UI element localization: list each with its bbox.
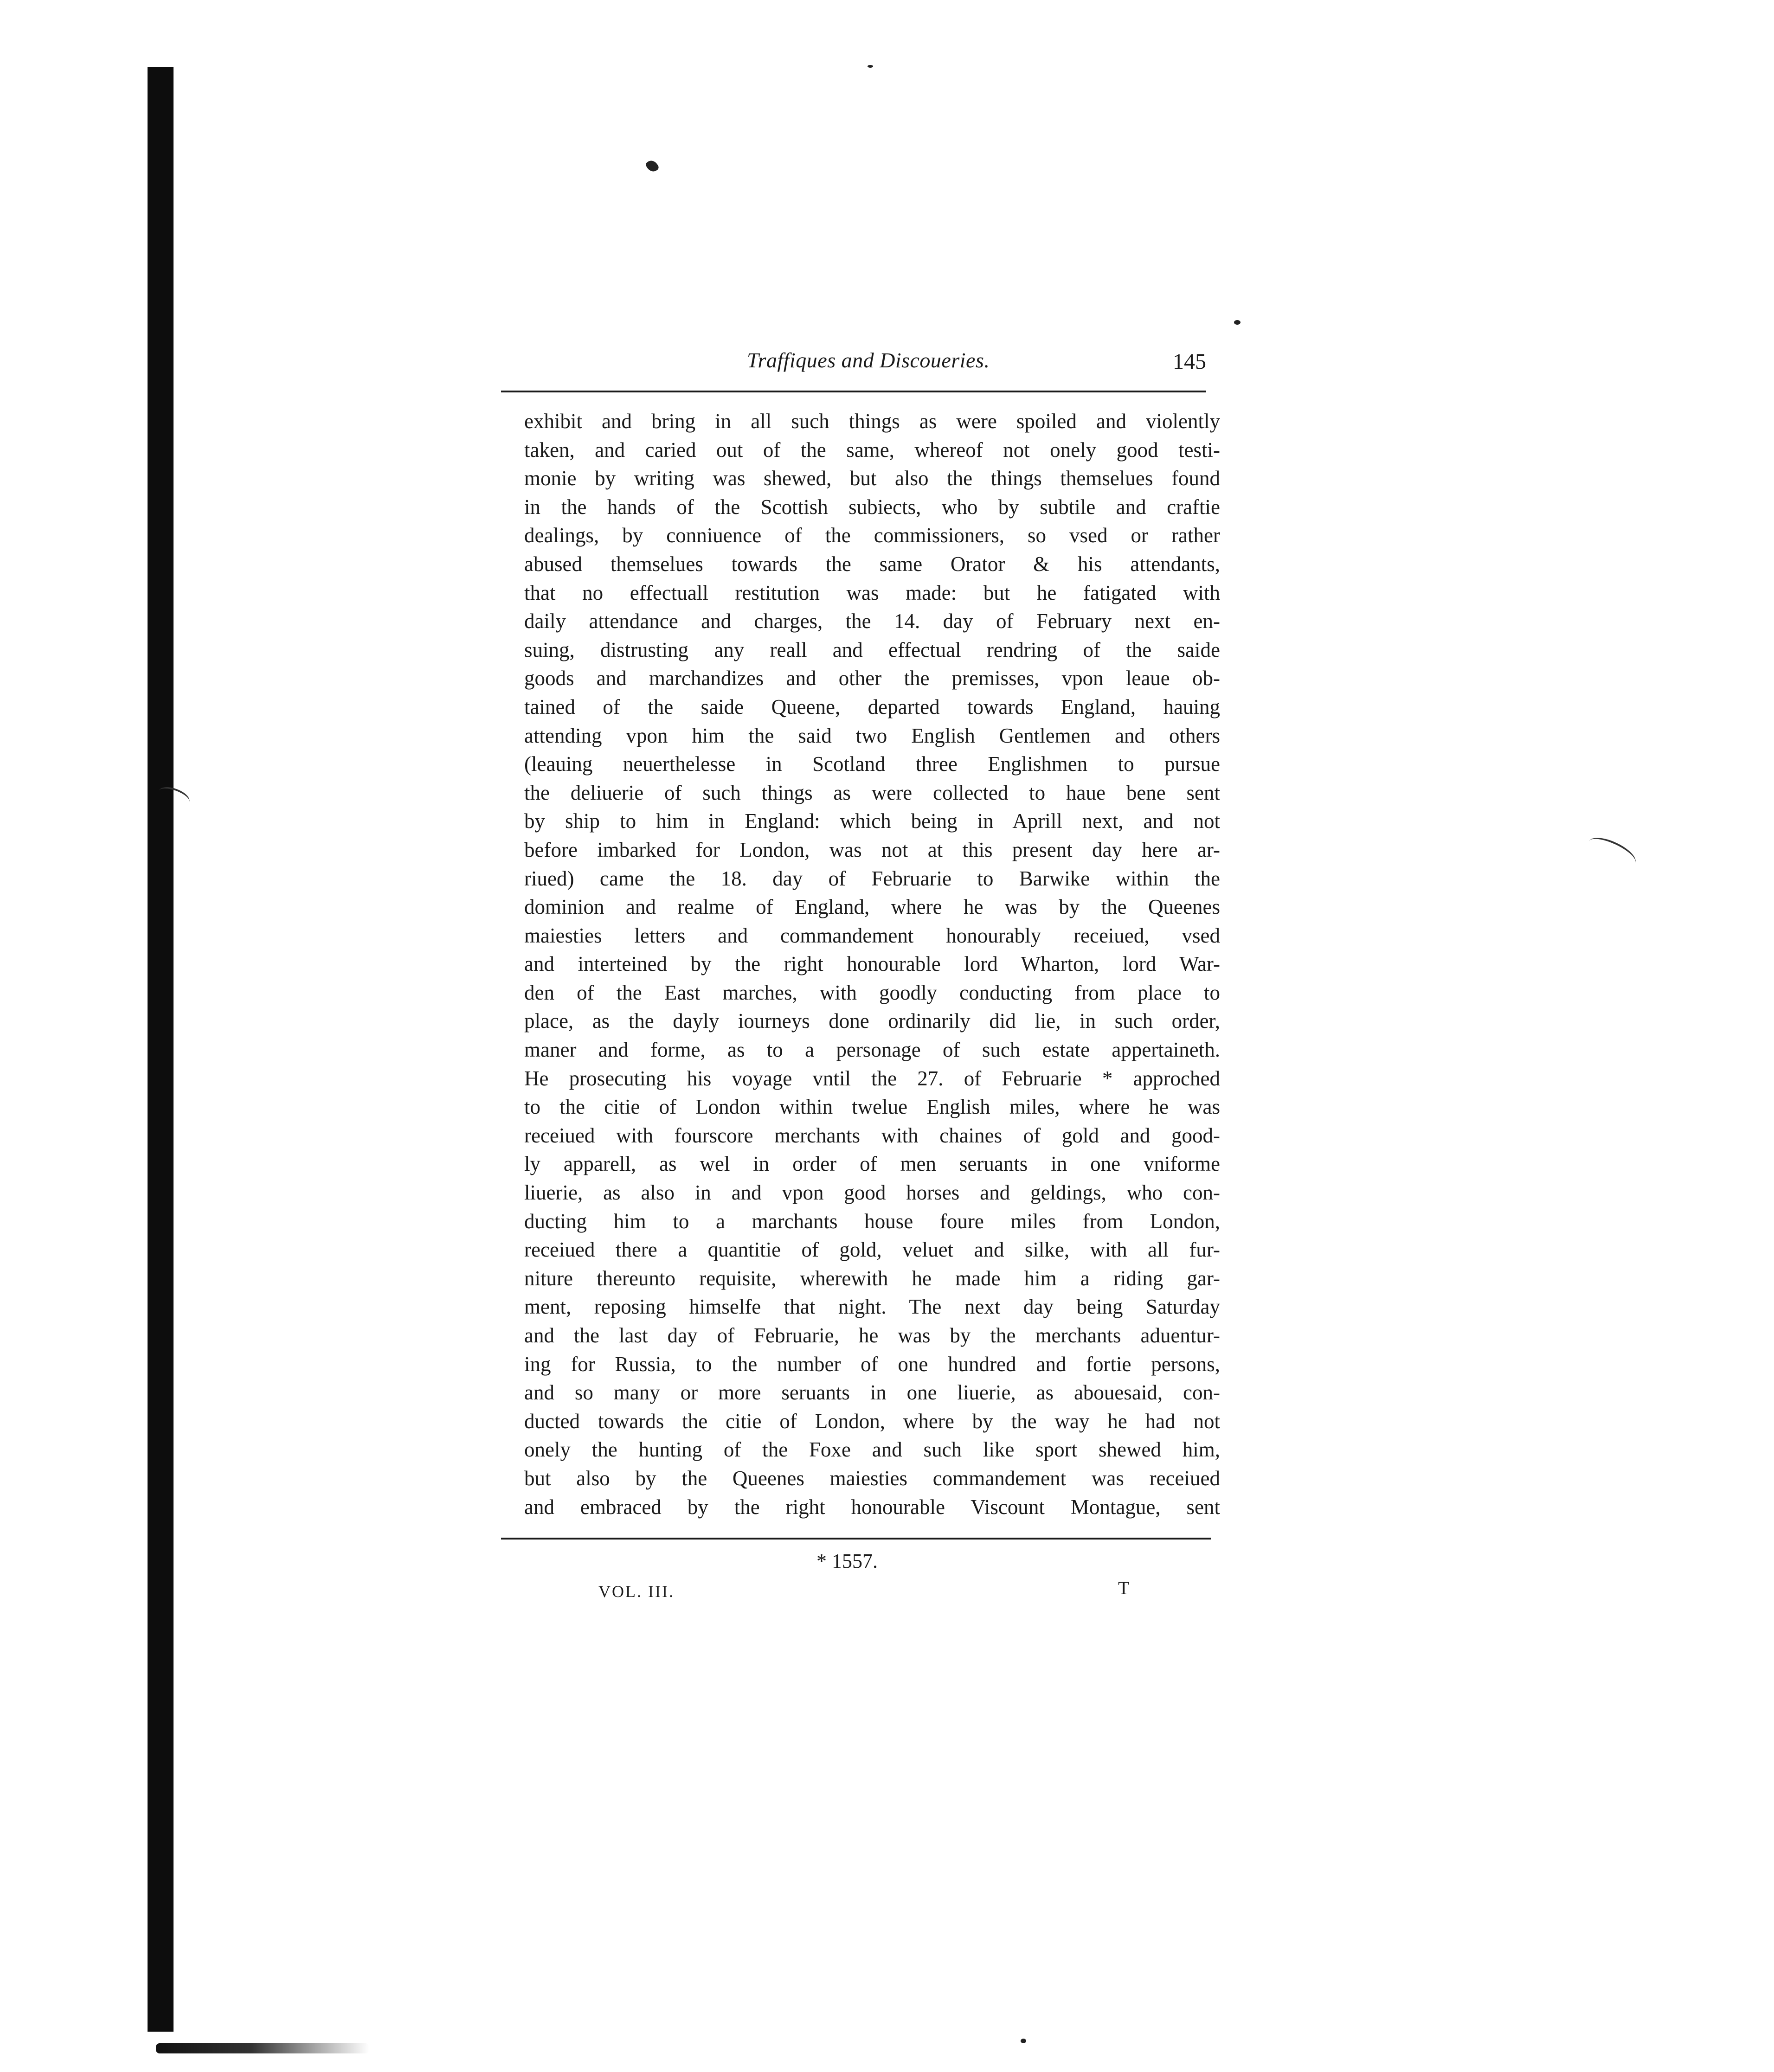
text-line: but also by the Queenes maiesties commandement was receiued xyxy=(524,1466,1220,1490)
text-line: the deliuerie of such things as were collected to haue bene sent xyxy=(524,781,1220,804)
body-text xyxy=(524,407,1220,1521)
text-line: and interteined by the right honourable lord Wharton, lord War- xyxy=(524,952,1220,976)
scan-speck xyxy=(645,158,660,174)
text-line: taken, and caried out of the same, whereof not onely good testi- xyxy=(524,438,1220,462)
text-line: and the last day of Februarie, he was by the merchants aduentur- xyxy=(524,1324,1220,1347)
text-line: to the citie of London within twelue English miles, where he was xyxy=(524,1095,1220,1119)
footer-rule xyxy=(501,1538,1211,1540)
text-line: dominion and realme of England, where he was by the Queenes xyxy=(524,895,1220,919)
text-line: receiued with fourscore merchants with chaines of gold and good- xyxy=(524,1123,1220,1147)
text-line: attending vpon him the said two English Gentlemen and others xyxy=(524,724,1220,747)
volume-label: VOL. III. xyxy=(598,1582,675,1601)
scan-stroke xyxy=(1585,832,1639,872)
text-line: den of the East marches, with goodly conducting from place to xyxy=(524,981,1220,1004)
text-line: exhibit and bring in all such things as were spoiled and violently xyxy=(524,410,1220,433)
running-head xyxy=(501,348,1215,385)
page-number: 145 xyxy=(1173,349,1206,374)
text-line: daily attendance and charges, the 14. day of February next en- xyxy=(524,609,1220,633)
text-line: place, as the dayly iourneys done ordinarily did lie, in such order, xyxy=(524,1009,1220,1033)
text-line: He prosecuting his voyage vntil the 27. of Februarie * approched xyxy=(524,1066,1220,1090)
scan-speck xyxy=(1021,2039,1026,2043)
text-line: monie by writing was shewed, but also the things themselues found xyxy=(524,467,1220,490)
text-line: onely the hunting of the Foxe and such like sport shewed him, xyxy=(524,1438,1220,1462)
text-line: ducted towards the citie of London, where by the way he had not xyxy=(524,1409,1220,1433)
text-line: ducting him to a marchants house foure miles from London, xyxy=(524,1209,1220,1233)
text-line: that no effectuall restitution was made: but he fatigated with xyxy=(524,581,1220,604)
footnote: * 1557. xyxy=(816,1550,878,1572)
text-line: tained of the saide Queene, departed towards England, hauing xyxy=(524,695,1220,718)
binding-shadow xyxy=(148,67,174,2032)
text-line: abused themselues towards the same Orator & his attendants, xyxy=(524,552,1220,576)
text-line: (leauing neuerthelesse in Scotland three Englishmen to pursue xyxy=(524,752,1220,776)
text-line: and so many or more seruants in one liuerie, as abouesaid, con- xyxy=(524,1381,1220,1405)
text-line: before imbarked for London, was not at this present day here ar- xyxy=(524,838,1220,861)
text-line: ment, reposing himselfe that night. The next day being Saturday xyxy=(524,1295,1220,1319)
running-title: Traffiques and Discoueries. xyxy=(747,348,990,372)
text-line: goods and marchandizes and other the premisses, vpon leaue ob- xyxy=(524,667,1220,690)
text-line: by ship to him in England: which being in Aprill next, and not xyxy=(524,809,1220,833)
text-line: maiesties letters and commandement honourably receiued, vsed xyxy=(524,924,1220,947)
scan-smudge xyxy=(156,2043,369,2053)
header-rule xyxy=(501,391,1206,392)
text-line: receiued there a quantitie of gold, veluet and silke, with all fur- xyxy=(524,1238,1220,1262)
text-line: and embraced by the right honourable Viscount Montague, sent xyxy=(524,1495,1220,1519)
text-line: maner and forme, as to a personage of such estate appertaineth. xyxy=(524,1038,1220,1062)
text-line: dealings, by conniuence of the commissioners, so vsed or rather xyxy=(524,524,1220,547)
text-line: ly apparell, as wel in order of men seruants in one vniforme xyxy=(524,1152,1220,1176)
scan-speck xyxy=(868,65,873,68)
text-line: liuerie, as also in and vpon good horses and geldings, who con- xyxy=(524,1181,1220,1205)
scan-speck xyxy=(1234,320,1241,325)
signature-mark: T xyxy=(1118,1578,1130,1598)
text-line: riued) came the 18. day of Februarie to Barwike within the xyxy=(524,866,1220,890)
text-line: in the hands of the Scottish subiects, who by subtile and craftie xyxy=(524,495,1220,519)
text-line: niture thereunto requisite, wherewith he made him a riding gar- xyxy=(524,1266,1220,1290)
text-line: ing for Russia, to the number of one hundred and fortie persons, xyxy=(524,1352,1220,1376)
text-line: suing, distrusting any reall and effectual rendring of the saide xyxy=(524,638,1220,661)
